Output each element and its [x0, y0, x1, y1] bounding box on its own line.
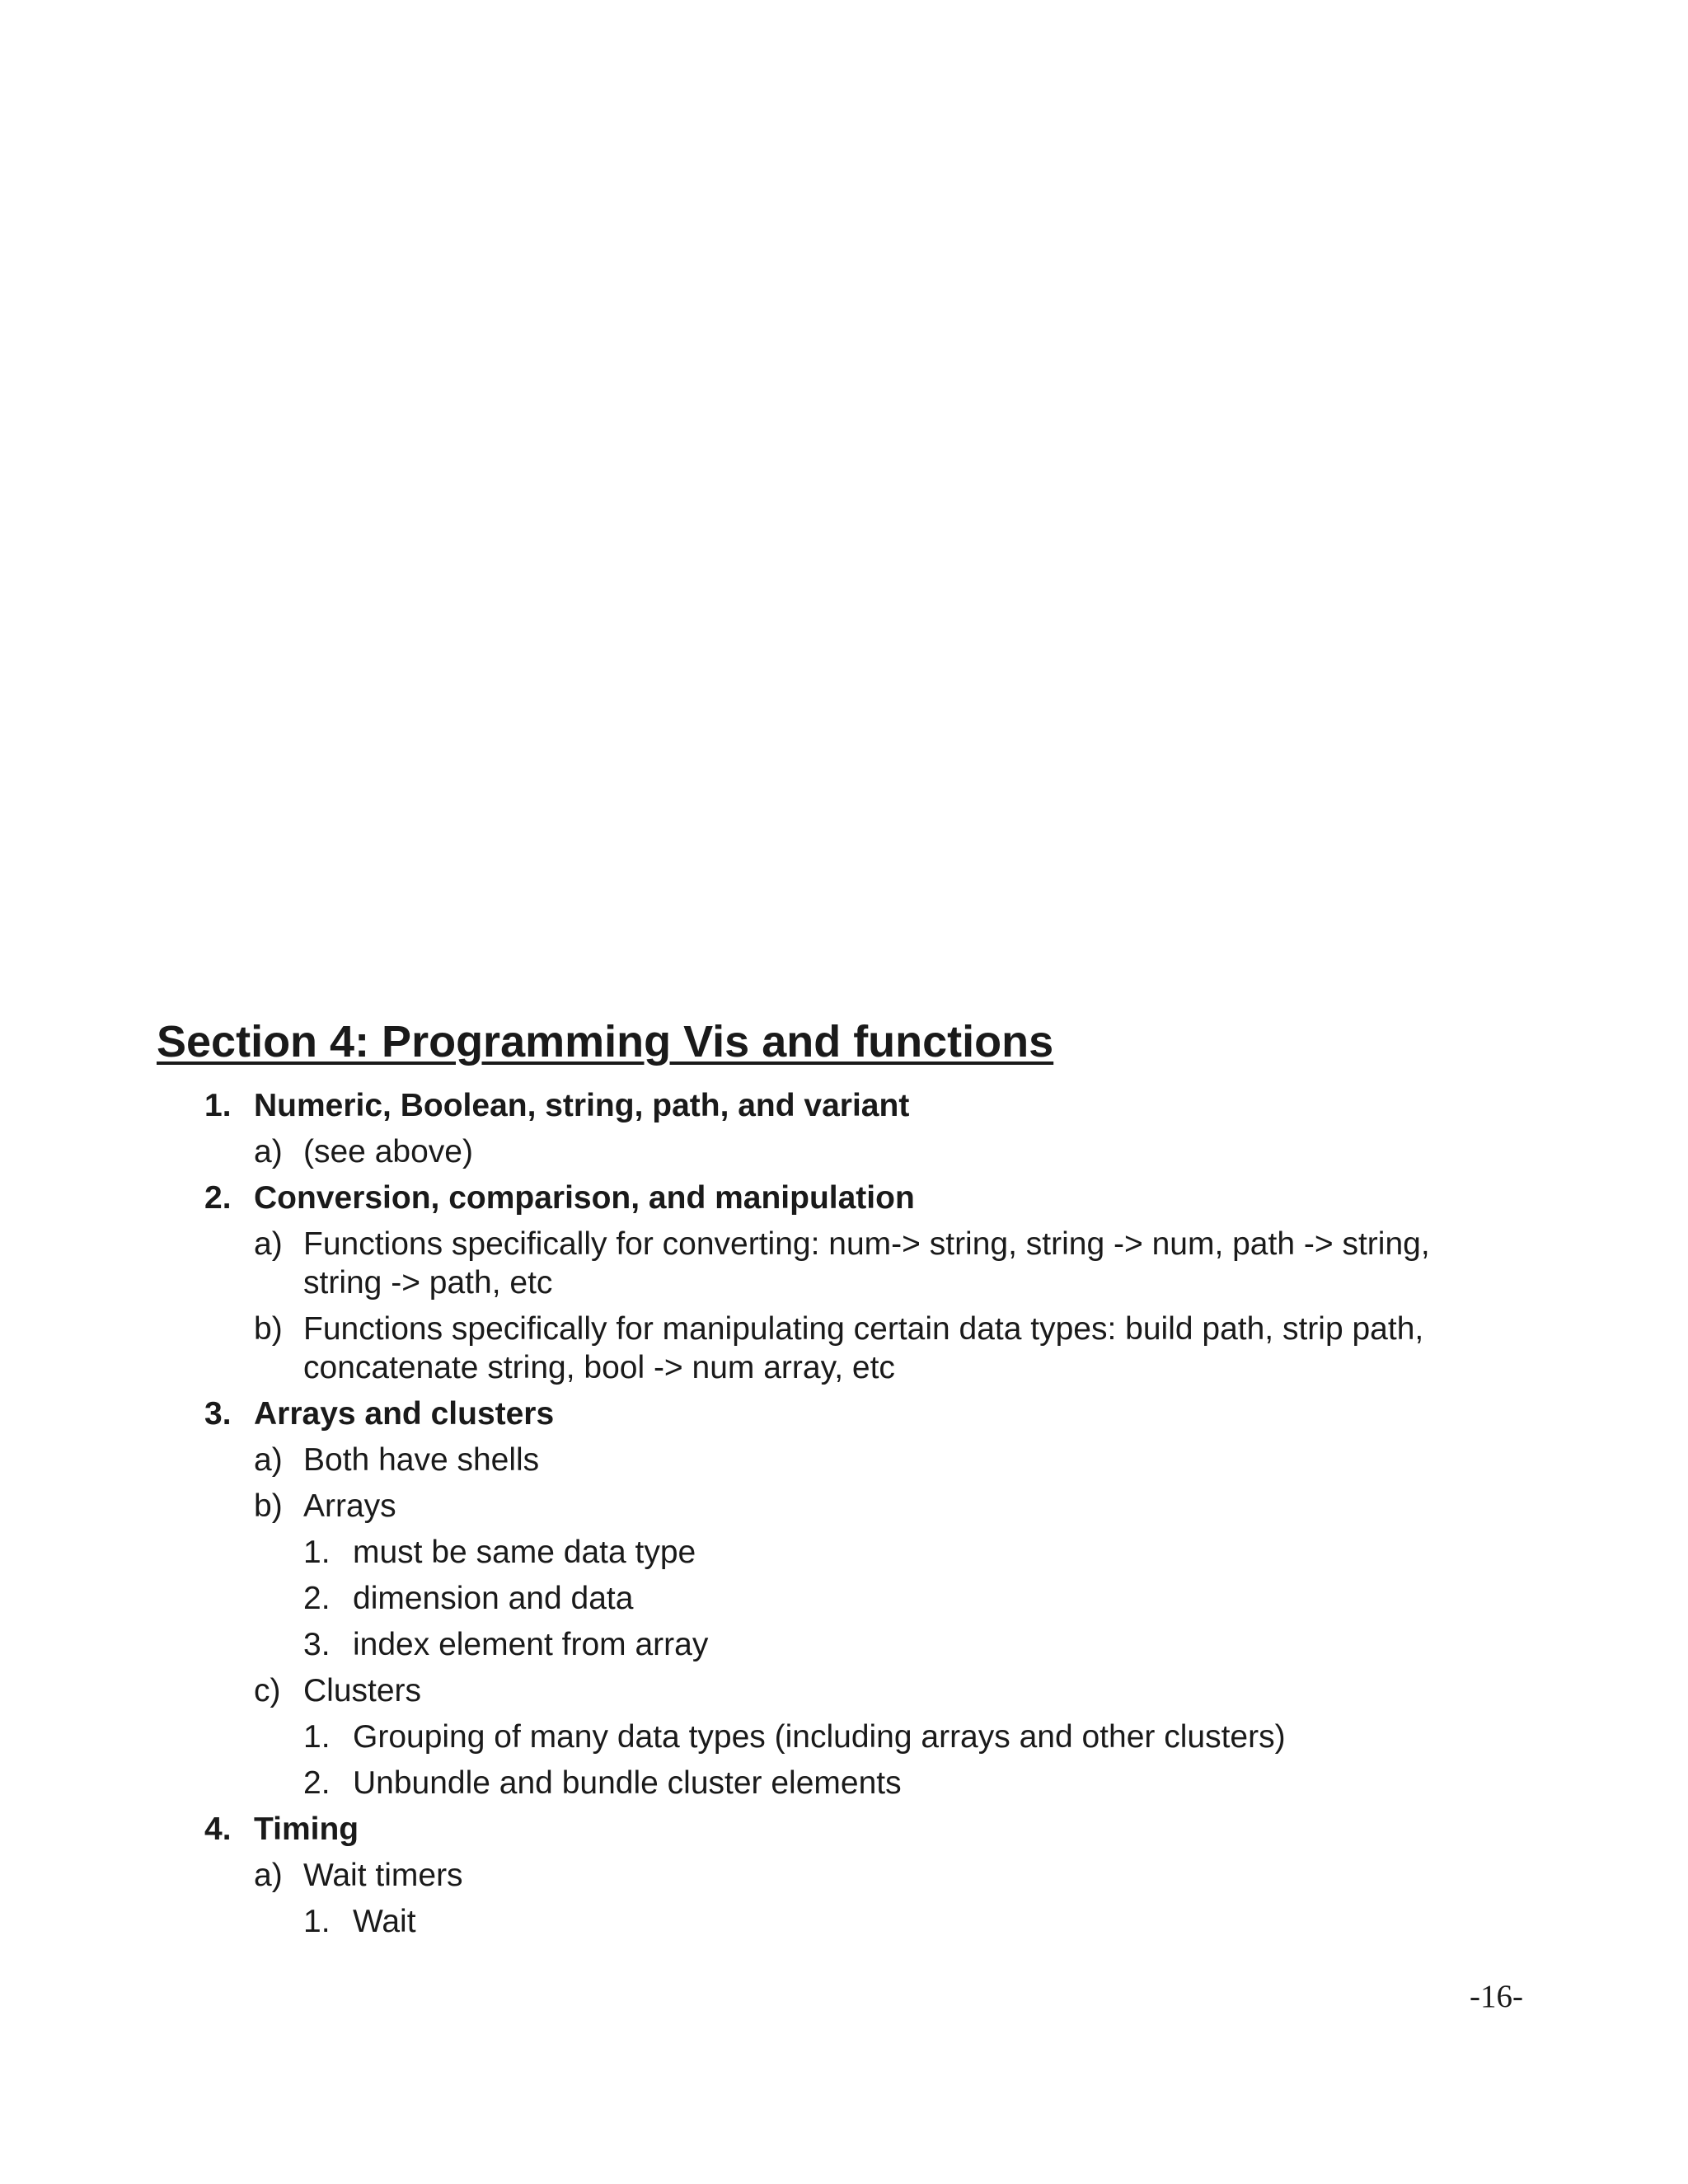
outline-subsubitem-4a1 [0, 1902, 1688, 1941]
subitem-text: Wait timers [303, 1858, 463, 1893]
subitem-letter: c) [254, 1673, 281, 1708]
subitem-letter: a) [254, 1442, 283, 1478]
subsubitem-number: 1. [303, 1535, 331, 1570]
subitem-text: Arrays [303, 1488, 396, 1524]
subitem-letter: b) [254, 1311, 283, 1347]
section-title: Section 4: Programming Vis and functions [157, 1017, 1054, 1066]
subitem-text: (see above) [303, 1134, 473, 1169]
outline-subitem-3c [0, 1671, 1688, 1710]
outline-subitem-2b [0, 1310, 1688, 1387]
subitem-text-line-1: Functions specifically for converting: num-> string, string -> num, path -> string, [303, 1226, 1430, 1262]
item-number: 3. [204, 1396, 232, 1432]
subitem-text-line-1: Functions specifically for manipulating certain data types: build path, strip path, [303, 1311, 1424, 1347]
subitem-letter: a) [254, 1858, 283, 1893]
subsubitem-number: 1. [303, 1904, 331, 1939]
outline-item-3 [0, 1394, 1688, 1433]
subsubitem-text: dimension and data [353, 1581, 634, 1616]
subsubitem-number: 1. [303, 1719, 331, 1755]
page-number: -16- [1470, 1979, 1523, 2014]
subsubitem-number: 2. [303, 1581, 331, 1616]
subsubitem-text: index element from array [353, 1627, 709, 1662]
item-number: 4. [204, 1811, 232, 1847]
item-heading: Arrays and clusters [254, 1396, 555, 1432]
outline-item-4 [0, 1810, 1688, 1849]
outline-subsubitem-3b3 [0, 1625, 1688, 1664]
subitem-letter: b) [254, 1488, 283, 1524]
outline-item-2 [0, 1179, 1688, 1217]
subitem-text-line-2: string -> path, etc [303, 1265, 553, 1301]
item-heading: Timing [254, 1811, 359, 1847]
outline-subsubitem-3c2 [0, 1764, 1688, 1802]
outline-subitem-4a [0, 1856, 1688, 1895]
subitem-text-line-2: concatenate string, bool -> num array, etc [303, 1350, 895, 1385]
outline-subsubitem-3c1 [0, 1718, 1688, 1756]
outline-list [0, 1086, 1688, 1941]
outline-subitem-2a [0, 1225, 1688, 1302]
outline-subitem-1a [0, 1132, 1688, 1171]
subsubitem-number: 3. [303, 1627, 331, 1662]
outline-subsubitem-3b2 [0, 1579, 1688, 1618]
subsubitem-text: Wait [353, 1904, 416, 1939]
item-heading: Numeric, Boolean, string, path, and variant [254, 1088, 910, 1123]
subsubitem-text: must be same data type [353, 1535, 696, 1570]
subsubitem-number: 2. [303, 1765, 331, 1801]
subsubitem-text: Grouping of many data types (including arrays and other clusters) [353, 1719, 1286, 1755]
item-number: 2. [204, 1180, 232, 1216]
outline-subitem-3b [0, 1487, 1688, 1526]
item-heading: Conversion, comparison, and manipulation [254, 1180, 915, 1216]
subitem-letter: a) [254, 1134, 283, 1169]
outline-subsubitem-3b1 [0, 1533, 1688, 1572]
outline-item-1 [0, 1086, 1688, 1125]
subitem-text: Clusters [303, 1673, 422, 1708]
subitem-letter: a) [254, 1226, 283, 1262]
subsubitem-text: Unbundle and bundle cluster elements [353, 1765, 902, 1801]
subitem-text: Both have shells [303, 1442, 540, 1478]
item-number: 1. [204, 1088, 232, 1123]
outline-subitem-3a [0, 1441, 1688, 1479]
